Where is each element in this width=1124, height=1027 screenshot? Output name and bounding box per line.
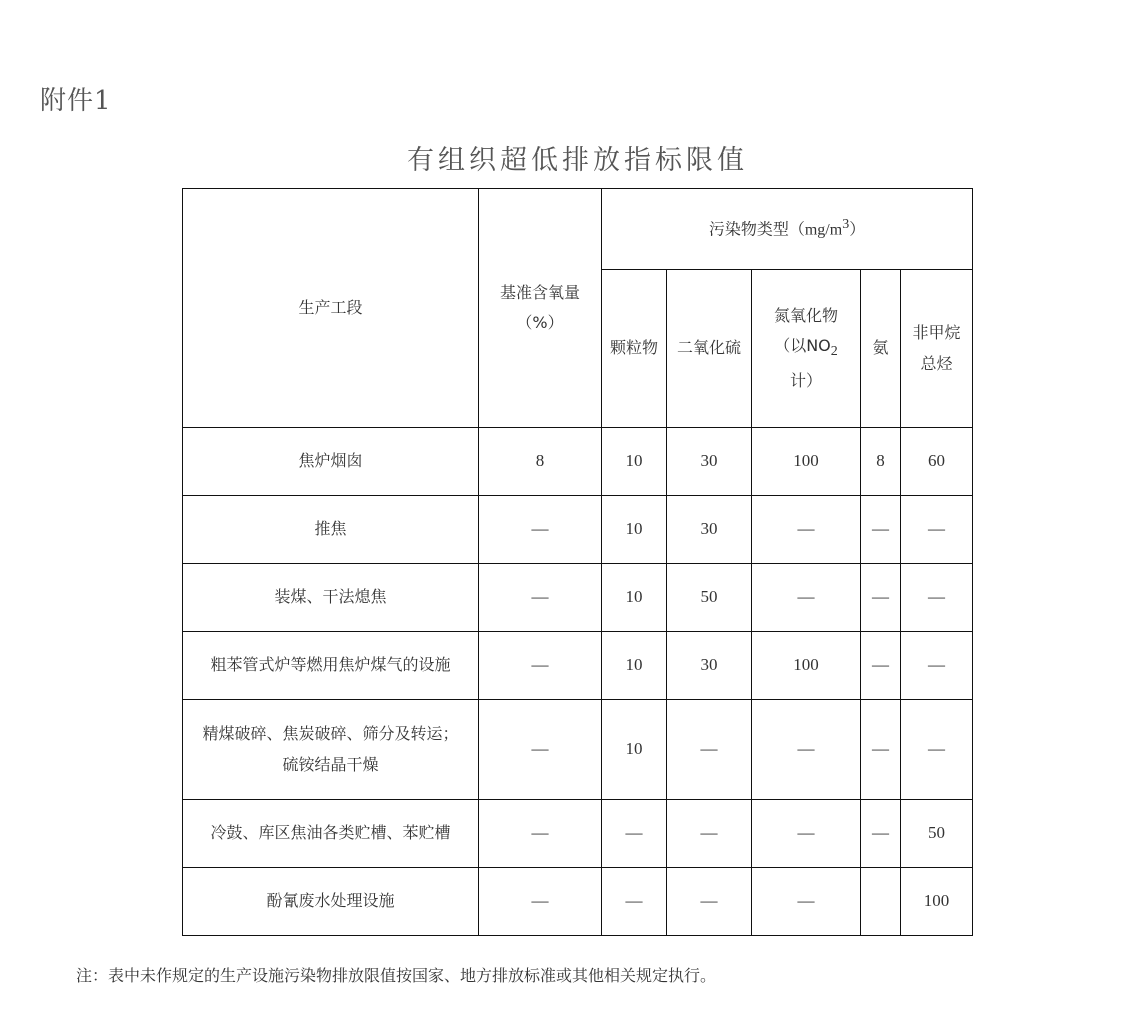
- header-particulate: 颗粒物: [602, 270, 667, 428]
- pollutant-type-label: 污染物类型（: [708, 219, 805, 239]
- stage-cell: 粗苯管式炉等燃用焦炉煤气的设施: [183, 632, 479, 700]
- oxygen-cell: —: [479, 632, 602, 700]
- particulate-cell: 10: [602, 564, 667, 632]
- header-nox-line1: 氮氧化物: [773, 305, 838, 325]
- header-nox-sub: 2: [830, 344, 838, 360]
- particulate-cell: 10: [602, 496, 667, 564]
- header-oxygen-unit: （%）: [516, 313, 564, 332]
- nox-cell: —: [752, 496, 861, 564]
- header-oxygen-label: 基准含氧量: [499, 282, 580, 302]
- nmhc-cell: 60: [901, 428, 973, 496]
- ammonia-cell: —: [861, 700, 901, 800]
- header-row-1: [183, 189, 973, 270]
- header-stage: 生产工段: [183, 189, 479, 428]
- particulate-cell: —: [602, 868, 667, 936]
- nmhc-cell: —: [901, 632, 973, 700]
- nox-cell: 100: [752, 632, 861, 700]
- ammonia-cell: —: [861, 496, 901, 564]
- document-title: 有组织超低排放指标限值: [407, 145, 748, 176]
- stage-cell: 焦炉烟囱: [183, 428, 479, 496]
- emission-limits-table: [182, 188, 973, 936]
- stage-line-2: 硫铵结晶干燥: [282, 754, 379, 774]
- ammonia-cell: —: [861, 632, 901, 700]
- stage-cell: 酚氰废水处理设施: [183, 868, 479, 936]
- so2-cell: —: [667, 868, 752, 936]
- table-row: [183, 564, 973, 632]
- nox-cell: —: [752, 800, 861, 868]
- attachment-label: 附件1: [40, 86, 112, 116]
- header-nox-basis: （以NO: [774, 336, 831, 356]
- particulate-cell: 10: [602, 428, 667, 496]
- ammonia-cell: —: [861, 800, 901, 868]
- so2-cell: —: [667, 700, 752, 800]
- stage-cell: [183, 700, 479, 800]
- header-oxygen: [479, 189, 602, 428]
- table-row: [183, 496, 973, 564]
- table-row: [183, 632, 973, 700]
- nox-cell: —: [752, 700, 861, 800]
- table-row: [183, 700, 973, 800]
- nox-cell: —: [752, 564, 861, 632]
- oxygen-cell: —: [479, 700, 602, 800]
- header-so2: 二氧化硫: [667, 270, 752, 428]
- header-pollutant-type: [602, 189, 973, 270]
- header-nmhc: [901, 270, 973, 428]
- pollutant-type-unit: mg/m: [804, 221, 843, 239]
- pollutant-type-close: ）: [849, 219, 866, 239]
- header-nox-line2: [752, 331, 860, 366]
- particulate-cell: 10: [602, 632, 667, 700]
- ammonia-cell: [861, 868, 901, 936]
- header-nox-line3: 计）: [789, 370, 822, 390]
- so2-cell: —: [667, 800, 752, 868]
- nox-cell: —: [752, 868, 861, 936]
- nmhc-cell: —: [901, 496, 973, 564]
- so2-cell: 50: [667, 564, 752, 632]
- ammonia-cell: 8: [861, 428, 901, 496]
- header-nmhc-line1: 非甲烷: [912, 323, 961, 343]
- oxygen-cell: —: [479, 564, 602, 632]
- oxygen-cell: —: [479, 868, 602, 936]
- nmhc-cell: —: [901, 564, 973, 632]
- nmhc-cell: —: [901, 700, 973, 800]
- nox-cell: 100: [752, 428, 861, 496]
- nmhc-cell: 100: [901, 868, 973, 936]
- oxygen-cell: —: [479, 800, 602, 868]
- table-row: [183, 428, 973, 496]
- oxygen-cell: 8: [479, 428, 602, 496]
- nmhc-cell: 50: [901, 800, 973, 868]
- stage-cell: 装煤、干法熄焦: [183, 564, 479, 632]
- header-nmhc-line2: 总烃: [920, 353, 953, 373]
- particulate-cell: —: [602, 800, 667, 868]
- table-footnote: 注：表中未作规定的生产设施污染物排放限值按国家、地方排放标准或其他相关规定执行。: [76, 966, 717, 985]
- ammonia-cell: —: [861, 564, 901, 632]
- oxygen-cell: —: [479, 496, 602, 564]
- table-row: [183, 868, 973, 936]
- stage-line-1: 精煤破碎、焦炭破碎、筛分及转运；: [202, 724, 459, 744]
- so2-cell: 30: [667, 428, 752, 496]
- stage-cell: 冷鼓、库区焦油各类贮槽、苯贮槽: [183, 800, 479, 868]
- so2-cell: 30: [667, 632, 752, 700]
- so2-cell: 30: [667, 496, 752, 564]
- table-row: [183, 800, 973, 868]
- pollutant-type-unit-sup: 3: [842, 217, 850, 233]
- header-nox: [752, 270, 861, 428]
- particulate-cell: 10: [602, 700, 667, 800]
- header-ammonia: 氨: [861, 270, 901, 428]
- stage-cell: 推焦: [183, 496, 479, 564]
